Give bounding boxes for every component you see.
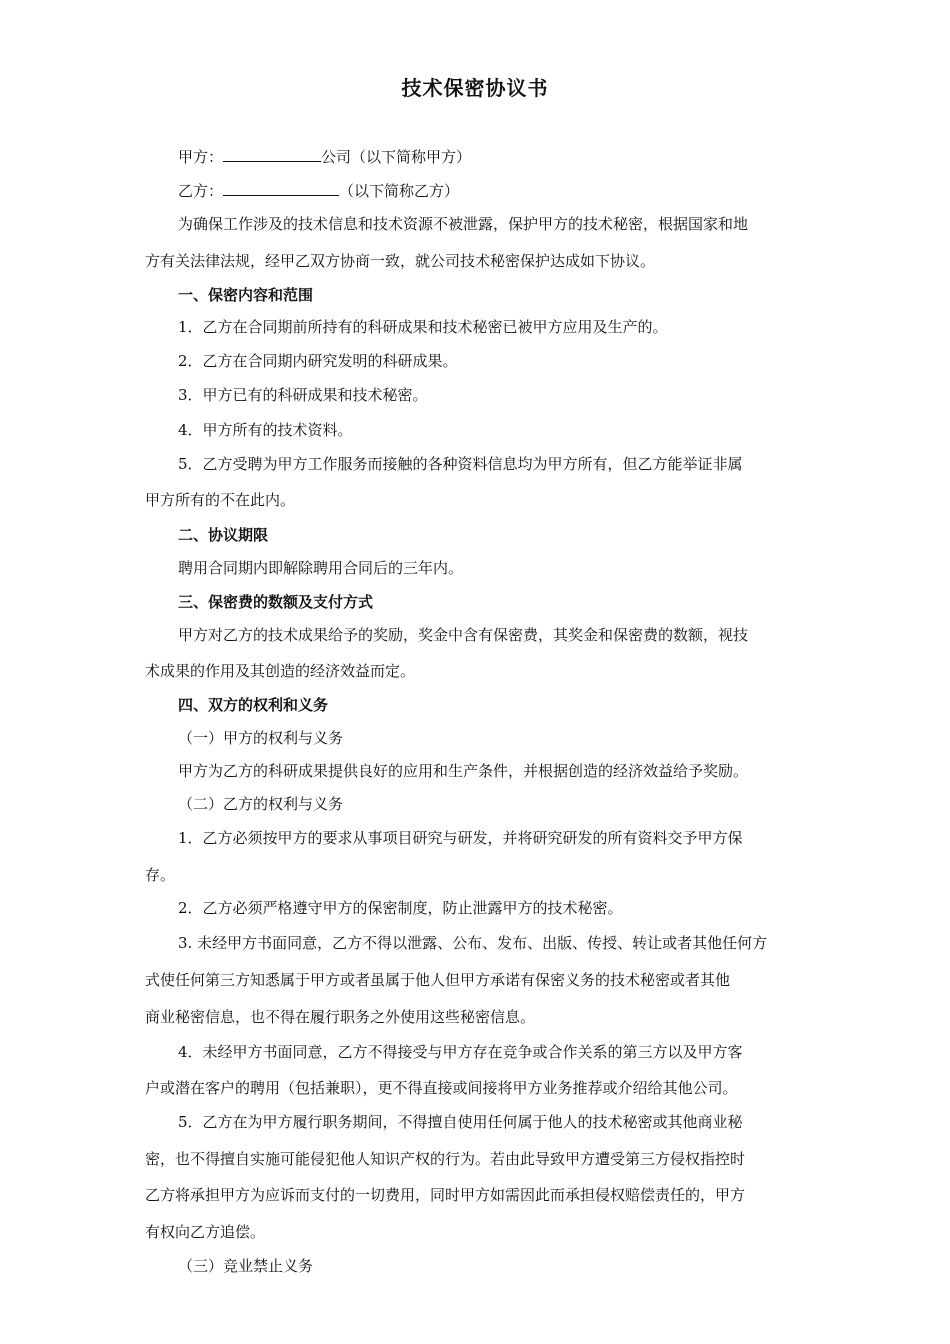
s1-item-4: 4．甲方所有的技术资料。 bbox=[178, 421, 353, 439]
s1-item-3: 3．甲方已有的科研成果和技术秘密。 bbox=[178, 386, 428, 404]
s1-item-5-line-2: 甲方所有的不在此内。 bbox=[145, 491, 296, 509]
preamble-line-1: 为确保工作涉及的技术信息和技术资源不被泄露，保护甲方的技术秘密，根据国家和地 bbox=[178, 215, 749, 233]
s1-item-2: 2．乙方在合同期内研究发明的科研成果。 bbox=[178, 352, 458, 370]
document-title: 技术保密协议书 bbox=[401, 76, 549, 100]
s4-i5-line-4: 有权向乙方追偿。 bbox=[145, 1223, 266, 1241]
s4-sub2-heading: （二）乙方的权利与义务 bbox=[178, 795, 344, 813]
s4-sub3-heading: （三）竞业禁止义务 bbox=[178, 1257, 314, 1275]
section-2-heading: 二、协议期限 bbox=[178, 526, 269, 544]
party-a-line bbox=[178, 145, 843, 168]
s4-i2: 2．乙方必须严格遵守甲方的保密制度，防止泄露甲方的技术秘密。 bbox=[178, 899, 623, 917]
s4-i5-line-3: 乙方将承担甲方为应诉而支付的一切费用，同时甲方如需因此而承担侵权赔偿责任的，甲方 bbox=[145, 1186, 746, 1204]
party-b-label: 乙方： bbox=[178, 182, 224, 200]
s3-text-line-2: 术成果的作用及其创造的经济效益而定。 bbox=[145, 662, 416, 680]
s1-item-5-line-1: 5．乙方受聘为甲方工作服务而接触的各种资料信息均为甲方所有，但乙方能举证非属 bbox=[178, 455, 743, 473]
s4-i1-line-2: 存。 bbox=[145, 866, 176, 884]
s4-i4-line-2: 户或潜在客户的聘用（包括兼职），更不得直接或间接将甲方业务推荐或介绍给其他公司。 bbox=[145, 1079, 738, 1097]
s4-i3-line-1: 3. 未经甲方书面同意，乙方不得以泄露、公布、发布、出版、传授、转让或者其他任何方 bbox=[178, 934, 768, 952]
s4-i3-line-3: 商业秘密信息，也不得在履行职务之外使用这些秘密信息。 bbox=[145, 1008, 536, 1026]
section-3-heading: 三、保密费的数额及支付方式 bbox=[178, 593, 374, 611]
party-a-suffix: 公司（以下简称甲方） bbox=[321, 148, 472, 166]
s4-i3-line-2: 式使任何第三方知悉属于甲方或者虽属于他人但甲方承诺有保密义务的技术秘密或者其他 bbox=[145, 971, 731, 989]
s3-text-line-1: 甲方对乙方的技术成果给予的奖励，奖金中含有保密费，其奖金和保密费的数额，视技 bbox=[178, 626, 749, 644]
section-4-heading: 四、双方的权利和义务 bbox=[178, 696, 329, 714]
party-b-line bbox=[178, 179, 843, 202]
party-a-label: 甲方： bbox=[178, 148, 224, 166]
s4-i1-line-1: 1．乙方必须按甲方的要求从事项目研究与研发，并将研究研发的所有资料交予甲方保 bbox=[178, 829, 743, 847]
party-b-suffix: （以下简称乙方） bbox=[339, 182, 460, 200]
s2-text: 聘用合同期内即解除聘用合同后的三年内。 bbox=[178, 559, 464, 577]
s4-sub1-heading: （一）甲方的权利与义务 bbox=[178, 729, 344, 747]
party-a-blank bbox=[223, 145, 321, 162]
preamble-line-2: 方有关法律法规，经甲乙双方协商一致，就公司技术秘密保护达成如下协议。 bbox=[145, 252, 656, 270]
s4-sub1-text: 甲方为乙方的科研成果提供良好的应用和生产条件，并根据创造的经济效益给予奖励。 bbox=[178, 762, 749, 780]
party-b-blank bbox=[223, 179, 339, 196]
s4-i5-line-2: 密，也不得擅自实施可能侵犯他人知识产权的行为。若由此导致甲方遭受第三方侵权指控时 bbox=[145, 1150, 746, 1168]
s4-i4-line-1: 4．未经甲方书面同意，乙方不得接受与甲方存在竞争或合作关系的第三方以及甲方客 bbox=[178, 1043, 743, 1061]
section-1-heading: 一、保密内容和范围 bbox=[178, 286, 314, 304]
s1-item-1: 1．乙方在合同期前所持有的科研成果和技术秘密已被甲方应用及生产的。 bbox=[178, 318, 668, 336]
s4-i5-line-1: 5．乙方在为甲方履行职务期间，不得擅自使用任何属于他人的技术秘密或其他商业秘 bbox=[178, 1113, 743, 1131]
